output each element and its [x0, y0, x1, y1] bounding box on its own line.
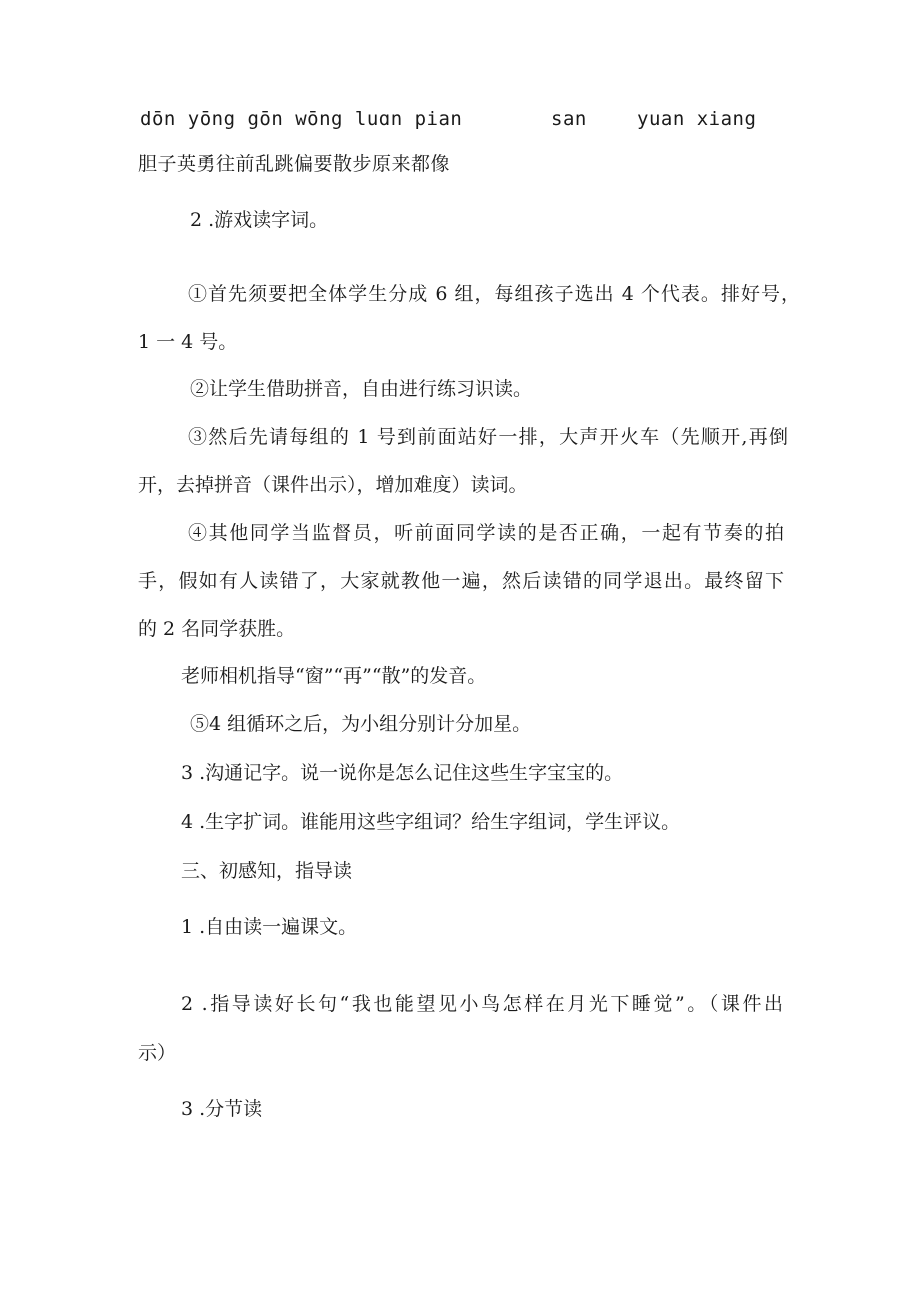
step-3-line-1: ③然后先请每组的 1 号到前面站好一排，大声开火车（先顺开,再倒 — [188, 426, 788, 448]
step-3-line-2: 开，去掉拼音（课件出示），增加难度）读词。 — [138, 474, 528, 496]
section-3-heading: 3 .沟通记字。说一说你是怎么记住这些生字宝宝的。 — [181, 762, 624, 784]
pinyin-group-2: san — [551, 108, 587, 130]
teacher-note: 老师相机指导“窗”“再”“散”的发音。 — [181, 665, 487, 687]
step-2: ②让学生借助拼音，自由进行练习识读。 — [190, 378, 533, 400]
part-3-item-2-line-1: 2 .指导读好长句“我也能望见小鸟怎样在月光下睡觉”。（课件出 — [181, 993, 783, 1015]
step-4-line-1: ④其他同学当监督员，听前面同学读的是否正确，一起有节奏的拍 — [188, 522, 784, 544]
step-1-line-2: 1 一 4 号。 — [138, 331, 238, 353]
pinyin-group-1: dōn yōng gōn wōng luɑn pian — [140, 108, 463, 130]
pinyin-group-3: yuan xiang — [637, 108, 757, 130]
part-3-item-1: 1 .自由读一遍课文。 — [181, 916, 358, 938]
section-4-heading: 4 .生字扩词。谁能用这些字组词？给生字组词，学生评议。 — [181, 811, 681, 833]
step-4-line-2: 手，假如有人读错了，大家就教他一遍，然后读错的同学退出。最终留下 — [138, 570, 784, 592]
step-4-line-3: 的 2 名同学获胜。 — [138, 618, 296, 640]
step-5: ⑤4 组循环之后，为小组分别计分加星。 — [190, 713, 532, 735]
section-2-heading: 2 .游戏读字词。 — [190, 209, 329, 231]
part-3-item-2-line-2: 示） — [138, 1042, 177, 1064]
vocabulary-characters: 胆子英勇往前乱跳偏要散步原来都像 — [138, 153, 451, 175]
part-3-item-3: 3 .分节读 — [181, 1098, 263, 1120]
part-3-title: 三、初感知，指导读 — [181, 860, 353, 882]
step-1-line-1: ①首先须要把全体学生分成 6 组，每组孩子选出 4 个代表。排好号， — [188, 283, 800, 305]
